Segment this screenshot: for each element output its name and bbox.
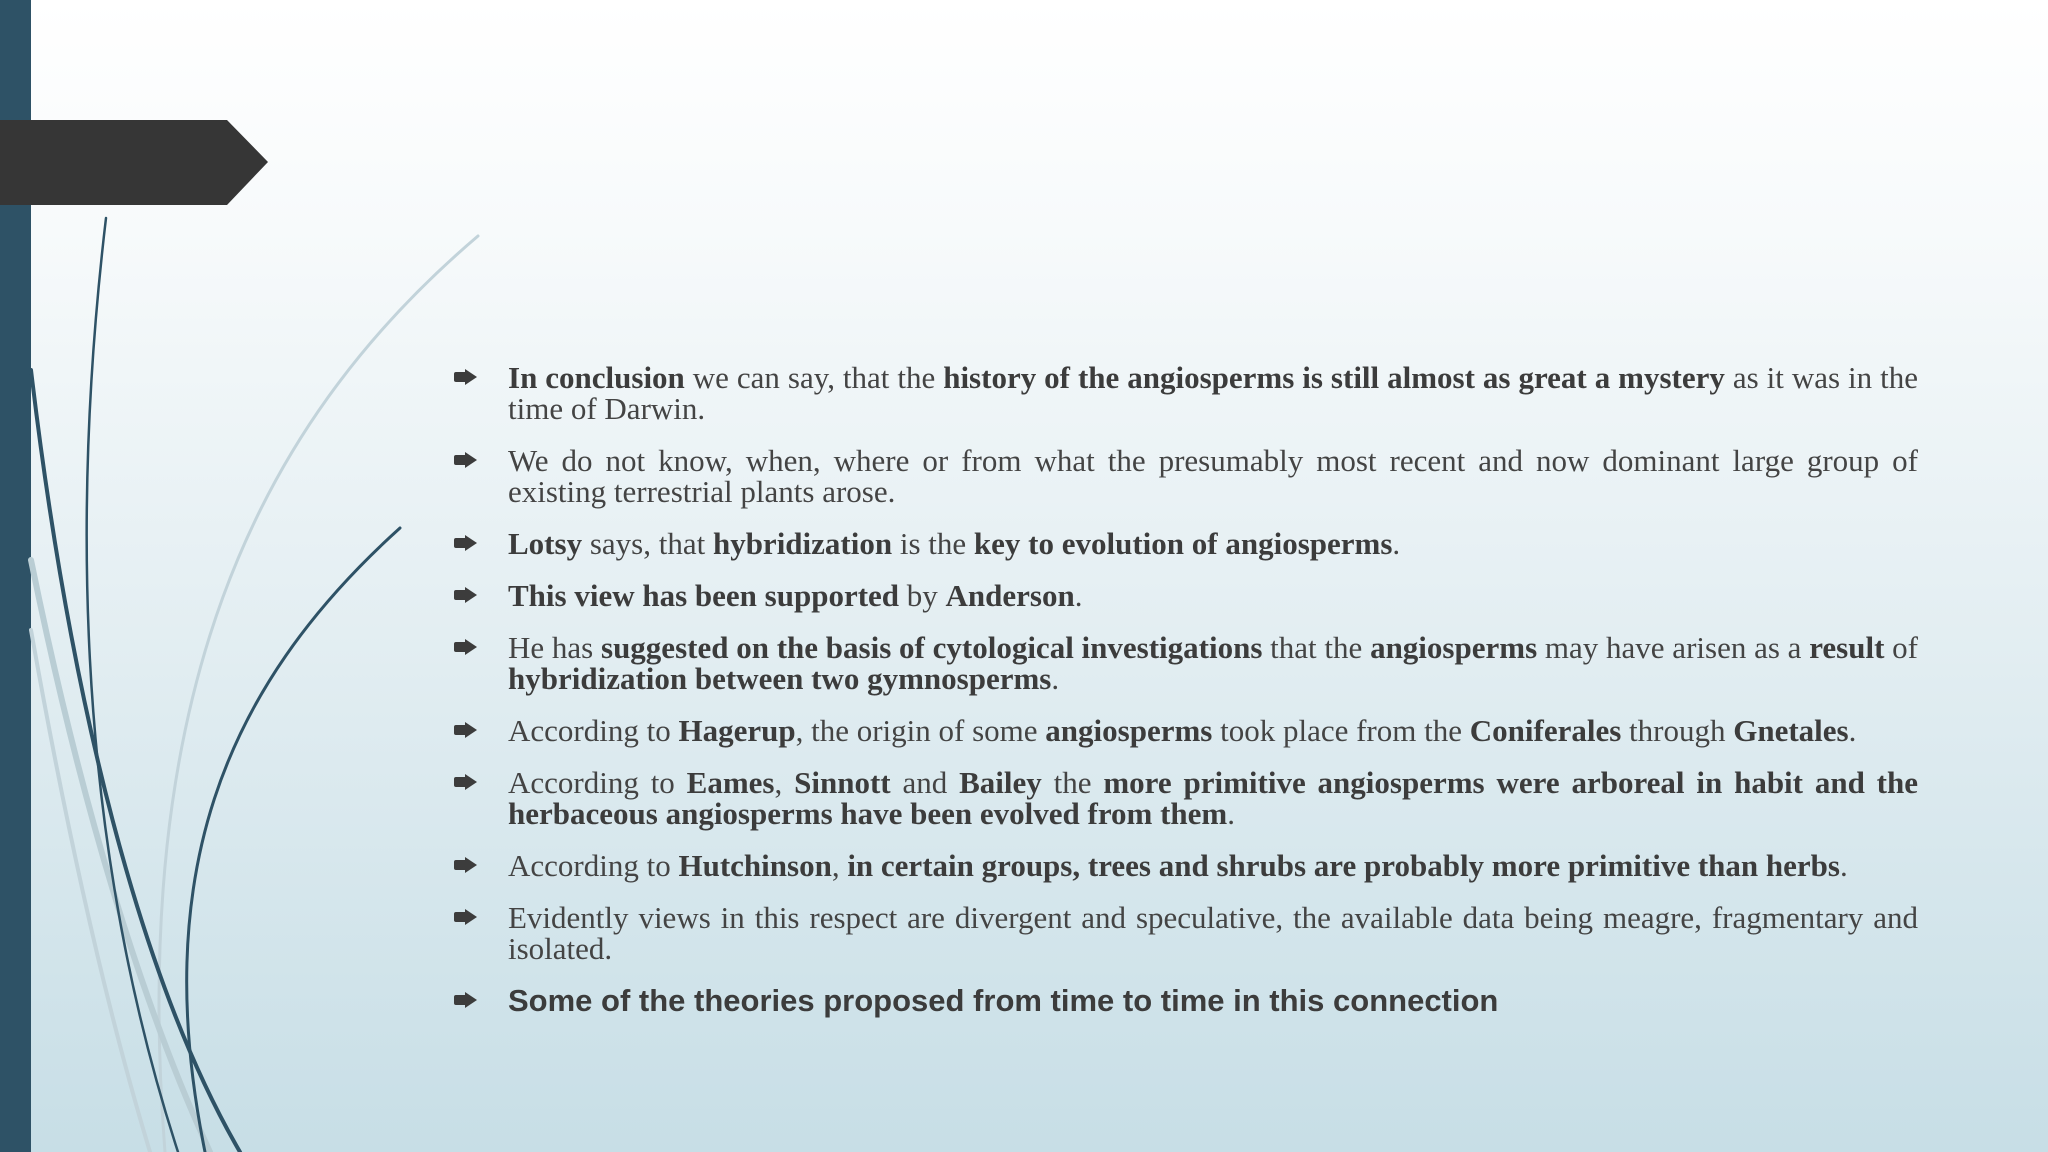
bold-text: Bailey (959, 765, 1042, 800)
bold-text: Lotsy (508, 526, 583, 561)
plain-text: by (899, 578, 946, 613)
bullet-text-heading: Some of the theories proposed from time to time in this connection (508, 983, 1499, 1018)
bullet-list (450, 362, 1918, 1037)
curve-dark-left (31, 370, 240, 1152)
bullet-item (450, 445, 1918, 507)
bold-text: suggested on the basis of cytological investigations (601, 630, 1263, 665)
arrow-bullet-icon (450, 902, 508, 933)
bullet-item (450, 528, 1918, 559)
curve-dark-tall (87, 218, 178, 1152)
plain-text: . (1392, 526, 1401, 561)
bold-text: Anderson (945, 578, 1075, 613)
plain-text: He has (508, 630, 601, 665)
bullet-text (508, 580, 1918, 611)
plain-text: may have arisen as a (1537, 630, 1810, 665)
bullet-item (450, 715, 1918, 746)
bold-text: Coniferales (1469, 713, 1622, 748)
plain-text: of (1884, 630, 1918, 665)
plain-text: we can say, that the (684, 360, 944, 395)
plain-text: . (1074, 578, 1083, 613)
plain-text: Evidently views in this respect are divergent and speculative, the available data being meagre, fragmentary and isolated. (508, 900, 1918, 966)
plain-text: . (1051, 661, 1060, 696)
plain-text: , (774, 765, 795, 800)
bold-text: Eames (686, 765, 775, 800)
bold-text: hybridization between two gymnosperms (508, 661, 1052, 696)
bold-text: hybridization (712, 526, 893, 561)
plain-text: . (1227, 796, 1236, 831)
bold-text: Hutchinson (678, 848, 832, 883)
arrow-bullet-icon (450, 850, 508, 881)
bullet-item (450, 902, 1918, 964)
bullet-item (450, 362, 1918, 424)
plain-text: took place from the (1212, 713, 1470, 748)
bullet-item (450, 580, 1918, 611)
bullet-item (450, 850, 1918, 881)
arrow-bullet-icon (450, 632, 508, 663)
bullet-text (508, 632, 1918, 694)
bullet-text (508, 767, 1918, 829)
plain-text: We do not know, when, where or from what the presumably most recent and now dominant large group of existing terrestrial plants arose. (508, 443, 1918, 509)
plain-text: , the origin of some (795, 713, 1046, 748)
bold-text: in certain groups, trees and shrubs are probably more primitive than herbs (847, 848, 1840, 883)
bold-text: Sinnott (794, 765, 891, 800)
bullet-text (508, 715, 1918, 746)
bold-text: angiosperms (1045, 713, 1213, 748)
bullet-item (450, 767, 1918, 829)
bullet-item (450, 632, 1918, 694)
bold-text: This view has been supported (508, 578, 900, 613)
bullet-text (508, 850, 1918, 881)
curve-light-large (159, 236, 478, 1152)
plain-text: says, that (582, 526, 713, 561)
bold-text: In conclusion (508, 360, 685, 395)
title-tab (0, 120, 268, 205)
arrow-bullet-icon (450, 715, 508, 746)
bullet-text (508, 528, 1918, 559)
arrow-bullet-icon (450, 767, 508, 798)
plain-text: that the (1262, 630, 1371, 665)
plain-text: , (831, 848, 848, 883)
arrow-bullet-icon (450, 580, 508, 611)
bullet-text (508, 362, 1918, 424)
bold-text: Hagerup (678, 713, 796, 748)
bullet-text (508, 445, 1918, 507)
plain-text: According to (508, 848, 679, 883)
bold-text: history of the angiosperms is still almost as great a mystery (943, 360, 1725, 395)
curve-dark-mid (187, 528, 400, 1152)
plain-text: through (1621, 713, 1734, 748)
bold-text: result (1809, 630, 1885, 665)
plain-text: According to (508, 765, 687, 800)
bullet-item (450, 985, 1918, 1016)
plain-text: is the (892, 526, 974, 561)
plain-text: as it was in the time of Darwin. (508, 360, 1918, 426)
bold-text: angiosperms (1370, 630, 1538, 665)
arrow-bullet-icon (450, 985, 508, 1016)
plain-text: the (1041, 765, 1104, 800)
bold-text: more primitive angiosperms were arboreal in habit and the herbaceous angiosperms have been evolved from them (508, 765, 1919, 831)
arrow-bullet-icon (450, 528, 508, 559)
bold-text: key to evolution of angiosperms (973, 526, 1393, 561)
plain-text: and (890, 765, 960, 800)
plain-text: . (1839, 848, 1848, 883)
plain-text: According to (508, 713, 679, 748)
bold-text: Gnetales (1733, 713, 1849, 748)
plain-text: . (1848, 713, 1857, 748)
bullet-text (508, 902, 1918, 964)
arrow-bullet-icon (450, 362, 508, 393)
arrow-bullet-icon (450, 445, 508, 476)
